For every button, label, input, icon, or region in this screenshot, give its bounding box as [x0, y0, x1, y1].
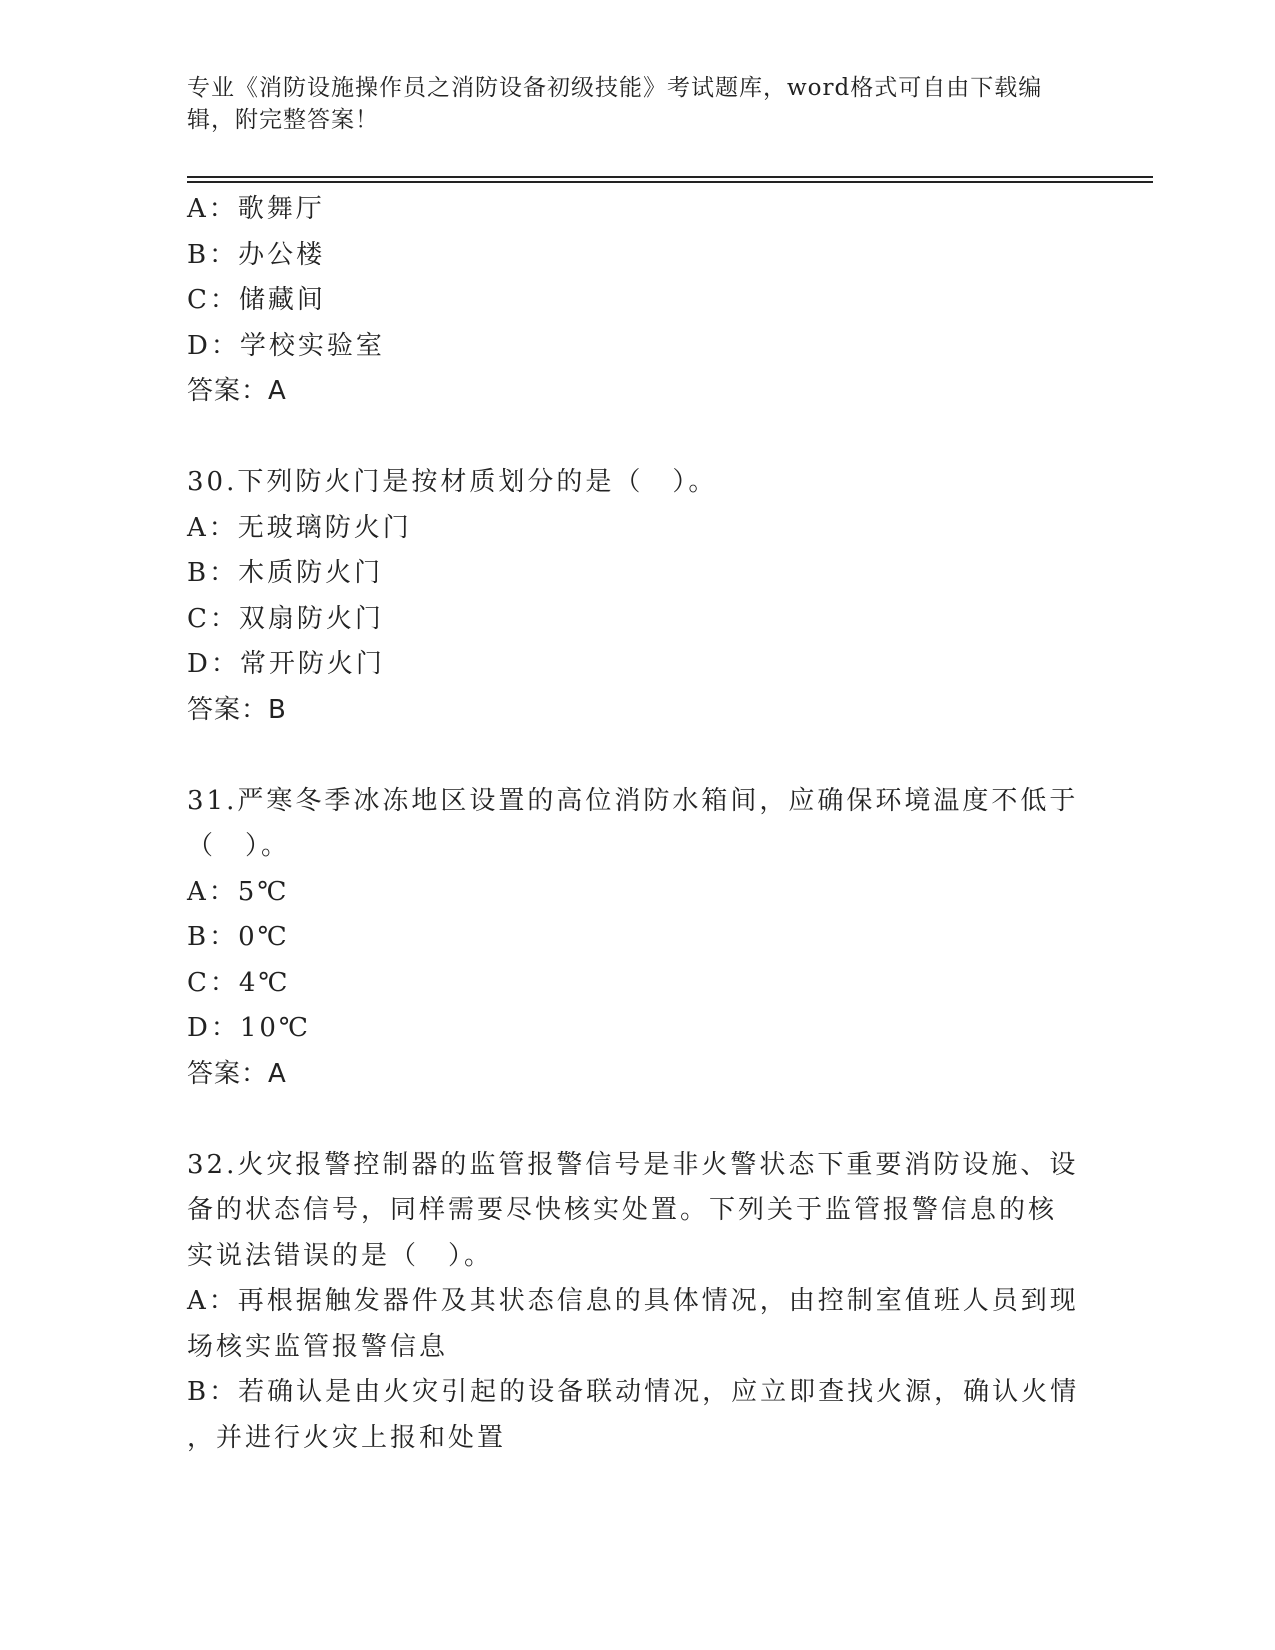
answer-line: 答案：A [187, 376, 287, 406]
header-line-2: 辑，附完整答案！ [187, 107, 379, 133]
option-c: C：储藏间 [187, 285, 326, 315]
header-divider-bottom [187, 181, 1153, 183]
option-d: D：学校实验室 [187, 330, 385, 361]
option-a: A：无玻璃防火门 [187, 512, 412, 543]
answer-line: 答案：B [187, 694, 287, 725]
option-b: B：办公楼 [187, 239, 326, 270]
question-text: 30.下列防火门是按材质划分的是（ ）。 [187, 467, 718, 497]
question-30 [187, 460, 1067, 733]
question-text-line-2: 备的状态信号，同样需要尽快核实处置。下列关于监管报警信息的核 [187, 1195, 1058, 1225]
option-c: C：4℃ [187, 967, 291, 998]
option-a-line-1: A：再根据触发器件及其状态信息的具体情况，由控制室值班人员到现 [187, 1286, 1079, 1316]
question-29-continued [187, 187, 1067, 415]
option-b-line-2: ，并进行火灾上报和处置 [187, 1422, 507, 1453]
question-text-line-3: 实说法错误的是（ ）。 [187, 1240, 494, 1271]
option-b: B：木质防火门 [187, 558, 384, 588]
option-d: D：10℃ [187, 1013, 312, 1043]
answer-line: 答案：A [187, 1058, 287, 1089]
option-b: B：0℃ [187, 922, 290, 952]
option-b-line-1: B：若确认是由火灾引起的设备联动情况，应立即查找火源，确认火情 [187, 1377, 1080, 1407]
question-text-line-1: 31.严寒冬季冰冻地区设置的高位消防水箱间，应确保环境温度不低于 [187, 785, 1079, 816]
question-32 [187, 1143, 1080, 1462]
question-list [187, 187, 1080, 1461]
question-text-line-2: （ ）。 [187, 831, 291, 861]
option-d: D：常开防火门 [187, 649, 385, 679]
option-a: A：5℃ [187, 876, 290, 907]
question-text-line-1: 32.火灾报警控制器的监管报警信号是非火警状态下重要消防设施、设 [187, 1149, 1079, 1180]
header-divider-top [187, 176, 1153, 178]
question-31 [187, 779, 1079, 1098]
header-line-1: 专业《消防设施操作员之消防设备初级技能》考试题库，word格式可自由下载编 [187, 75, 1043, 101]
option-c: C：双扇防火门 [187, 603, 384, 634]
document-header [187, 72, 1067, 136]
option-a: A：歌舞厅 [187, 194, 325, 224]
option-a-line-2: 场核实监管报警信息 [187, 1331, 449, 1362]
